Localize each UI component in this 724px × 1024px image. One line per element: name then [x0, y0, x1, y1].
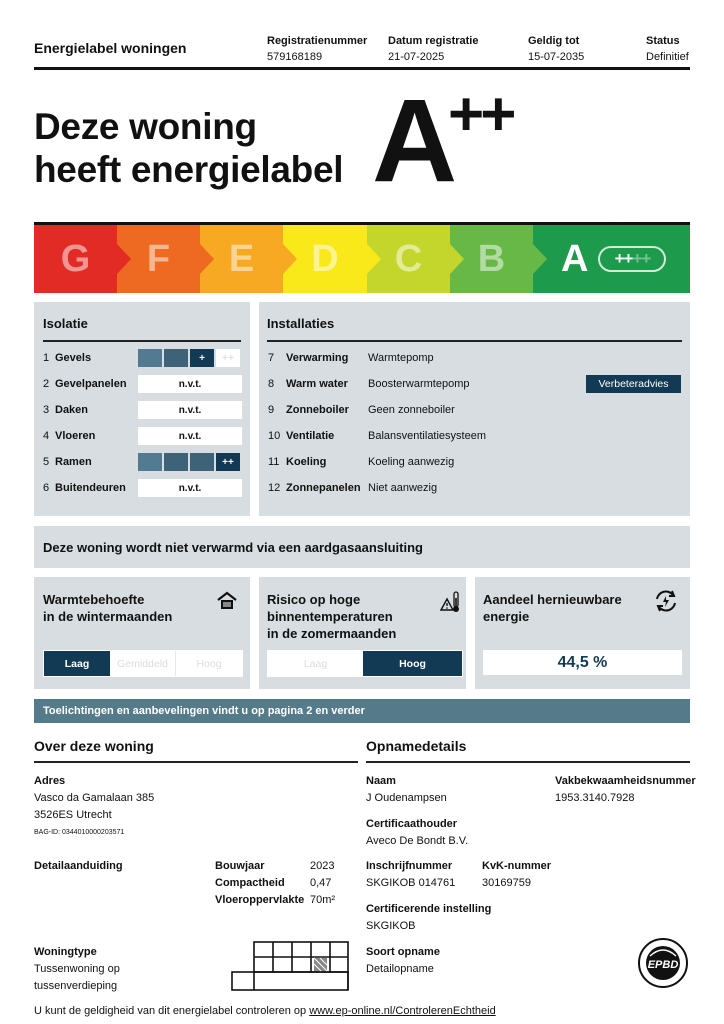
isolatie-row: 6 Buitendeuren — [43, 482, 126, 494]
registration-number: Registratienummer 579168189 — [267, 35, 368, 63]
rating-cell — [138, 349, 162, 367]
vloer-value: 70m² — [310, 894, 336, 906]
option-gemiddeld: Gemiddeld — [110, 651, 176, 676]
detail-label: Detailaanduiding — [34, 860, 123, 872]
warmtebehoefte-scale — [43, 650, 243, 677]
rating-cell: ++ — [216, 349, 240, 367]
energy-class-a: A ++ ++ — [533, 225, 690, 293]
option-hoog: Hoog — [176, 651, 242, 676]
risico-panel — [259, 577, 466, 689]
energy-label-letter: A — [372, 75, 456, 207]
isolatie-divider — [43, 340, 241, 342]
rating-value: n.v.t. — [138, 375, 242, 393]
inschrijf-block: Inschrijfnummer SKGIKOB 014761 — [366, 860, 456, 889]
valid-until: Geldig tot 15-07-2035 — [528, 35, 585, 63]
energy-scale-bar — [34, 225, 690, 293]
rating-cell — [190, 453, 214, 471]
installatie-row: 7 Verwarming Warmtepomp — [268, 352, 434, 364]
gevels-rating — [138, 349, 240, 367]
status: Status Definitief — [646, 35, 689, 63]
soort-block: Soort opname Detailopname — [366, 946, 440, 975]
hernieuwbaar-value: 44,5 % — [483, 650, 682, 675]
adres-block: Adres Vasco da Gamalaan 385 3526ES Utrecht — [34, 775, 155, 821]
bag-id: BAG-ID: 0344010000203571 — [34, 829, 125, 836]
rating-cell — [164, 453, 188, 471]
bouwjaar-label: Bouwjaar — [215, 860, 265, 872]
warmtebehoefte-title: Warmtebehoefte in de wintermaanden — [43, 592, 173, 624]
isolatie-panel — [34, 302, 250, 516]
vloer-label: Vloeroppervlakte — [215, 894, 305, 906]
rating-value: n.v.t. — [138, 479, 242, 497]
plus-pill: ++ ++ — [598, 246, 666, 272]
verbeteradvies-button[interactable]: Verbeteradvies — [586, 375, 681, 393]
installatie-row: 11 Koeling Koeling aanwezig — [268, 456, 455, 468]
renewable-energy-icon — [652, 587, 680, 615]
rating-value: n.v.t. — [138, 427, 242, 445]
rating-cell: ++ — [216, 453, 240, 471]
woning-section-title: Over deze woning — [34, 738, 154, 754]
installatie-row: 8 Warm water Boosterwarmtepomp — [268, 378, 470, 390]
risico-scale — [267, 650, 463, 677]
instelling-block: Certificerende instelling SKGIKOB — [366, 903, 492, 932]
installaties-divider — [267, 340, 682, 342]
installatie-row: 12 Zonnepanelen Niet aanwezig — [268, 482, 438, 494]
option-laag: Laag — [44, 651, 110, 676]
document-title: Energielabel woningen — [34, 40, 187, 56]
certificaathouder-block: Certificaathouder Aveco De Bondt B.V. — [366, 818, 469, 847]
hernieuwbaar-panel — [475, 577, 690, 689]
energy-class-e: E — [200, 225, 283, 293]
energy-class-g: G — [34, 225, 117, 293]
isolatie-title: Isolatie — [43, 316, 88, 331]
isolatie-row: 1 Gevels — [43, 352, 92, 364]
installatie-row: 9 Zonneboiler Geen zonneboiler — [268, 404, 455, 416]
energy-label-plus: ++ — [448, 80, 513, 149]
gas-notice: Deze woning wordt niet verwarmd via een aardgasaansluiting — [34, 526, 690, 568]
footer-text: U kunt de geldigheid van dit energielabel controleren op www.ep-online.nl/ControlerenEchtheid — [34, 1005, 496, 1017]
isolatie-row: 5 Ramen — [43, 456, 92, 468]
risico-title: Risico op hoge binnentemperaturen in de zomermaanden — [267, 592, 397, 641]
compact-label: Compactheid — [215, 877, 285, 889]
building-illustration — [228, 936, 356, 992]
option-hoog: Hoog — [363, 651, 462, 676]
isolatie-row: 4 Vloeren — [43, 430, 96, 442]
warning-thermometer-icon — [440, 590, 460, 614]
ramen-rating — [138, 453, 240, 471]
opname-section-title: Opnamedetails — [366, 738, 467, 754]
epbd-logo — [636, 936, 690, 990]
isolatie-row: 2 Gevelpanelen — [43, 378, 127, 390]
compact-value: 0,47 — [310, 877, 332, 889]
bouwjaar-value: 2023 — [310, 860, 335, 872]
rating-cell: + — [190, 349, 214, 367]
energy-class-b: B — [450, 225, 533, 293]
verification-link[interactable]: www.ep-online.nl/ControlerenEchtheid — [309, 1005, 496, 1017]
rating-cell — [164, 349, 188, 367]
header-divider — [34, 67, 690, 70]
hernieuwbaar-title: Aandeel hernieuwbare energie — [483, 592, 622, 624]
house-heating-icon — [216, 590, 238, 612]
vakbekwaamheid-block: Vakbekwaamheidsnummer 1953.3140.7928 — [555, 775, 696, 804]
energy-class-c: C — [367, 225, 450, 293]
kvk-block: KvK-nummer 30169759 — [482, 860, 552, 889]
svg-text:EPBD: EPBD — [647, 959, 679, 971]
installatie-row: 10 Ventilatie Balansventilatiesysteem — [268, 430, 487, 442]
option-laag: Laag — [268, 651, 363, 676]
warmtebehoefte-panel — [34, 577, 250, 689]
woningtype-block: Woningtype Tussenwoning op tussenverdieping — [34, 946, 120, 992]
installaties-panel — [259, 302, 690, 516]
opname-divider — [366, 761, 690, 763]
installaties-title: Installaties — [267, 316, 335, 331]
woning-divider — [34, 761, 358, 763]
energy-class-d: D — [283, 225, 367, 293]
registration-date: Datum registratie 21-07-2025 — [388, 35, 479, 63]
naam-block: Naam J Oudenampsen — [366, 775, 447, 804]
rating-value: n.v.t. — [138, 401, 242, 419]
explanation-note: Toelichtingen en aanbevelingen vindt u op pagina 2 en verder — [34, 699, 690, 723]
energy-class-f: F — [117, 225, 200, 293]
rating-cell — [138, 453, 162, 471]
isolatie-row: 3 Daken — [43, 404, 89, 416]
headline: Deze woning heeft energielabel — [34, 106, 344, 190]
